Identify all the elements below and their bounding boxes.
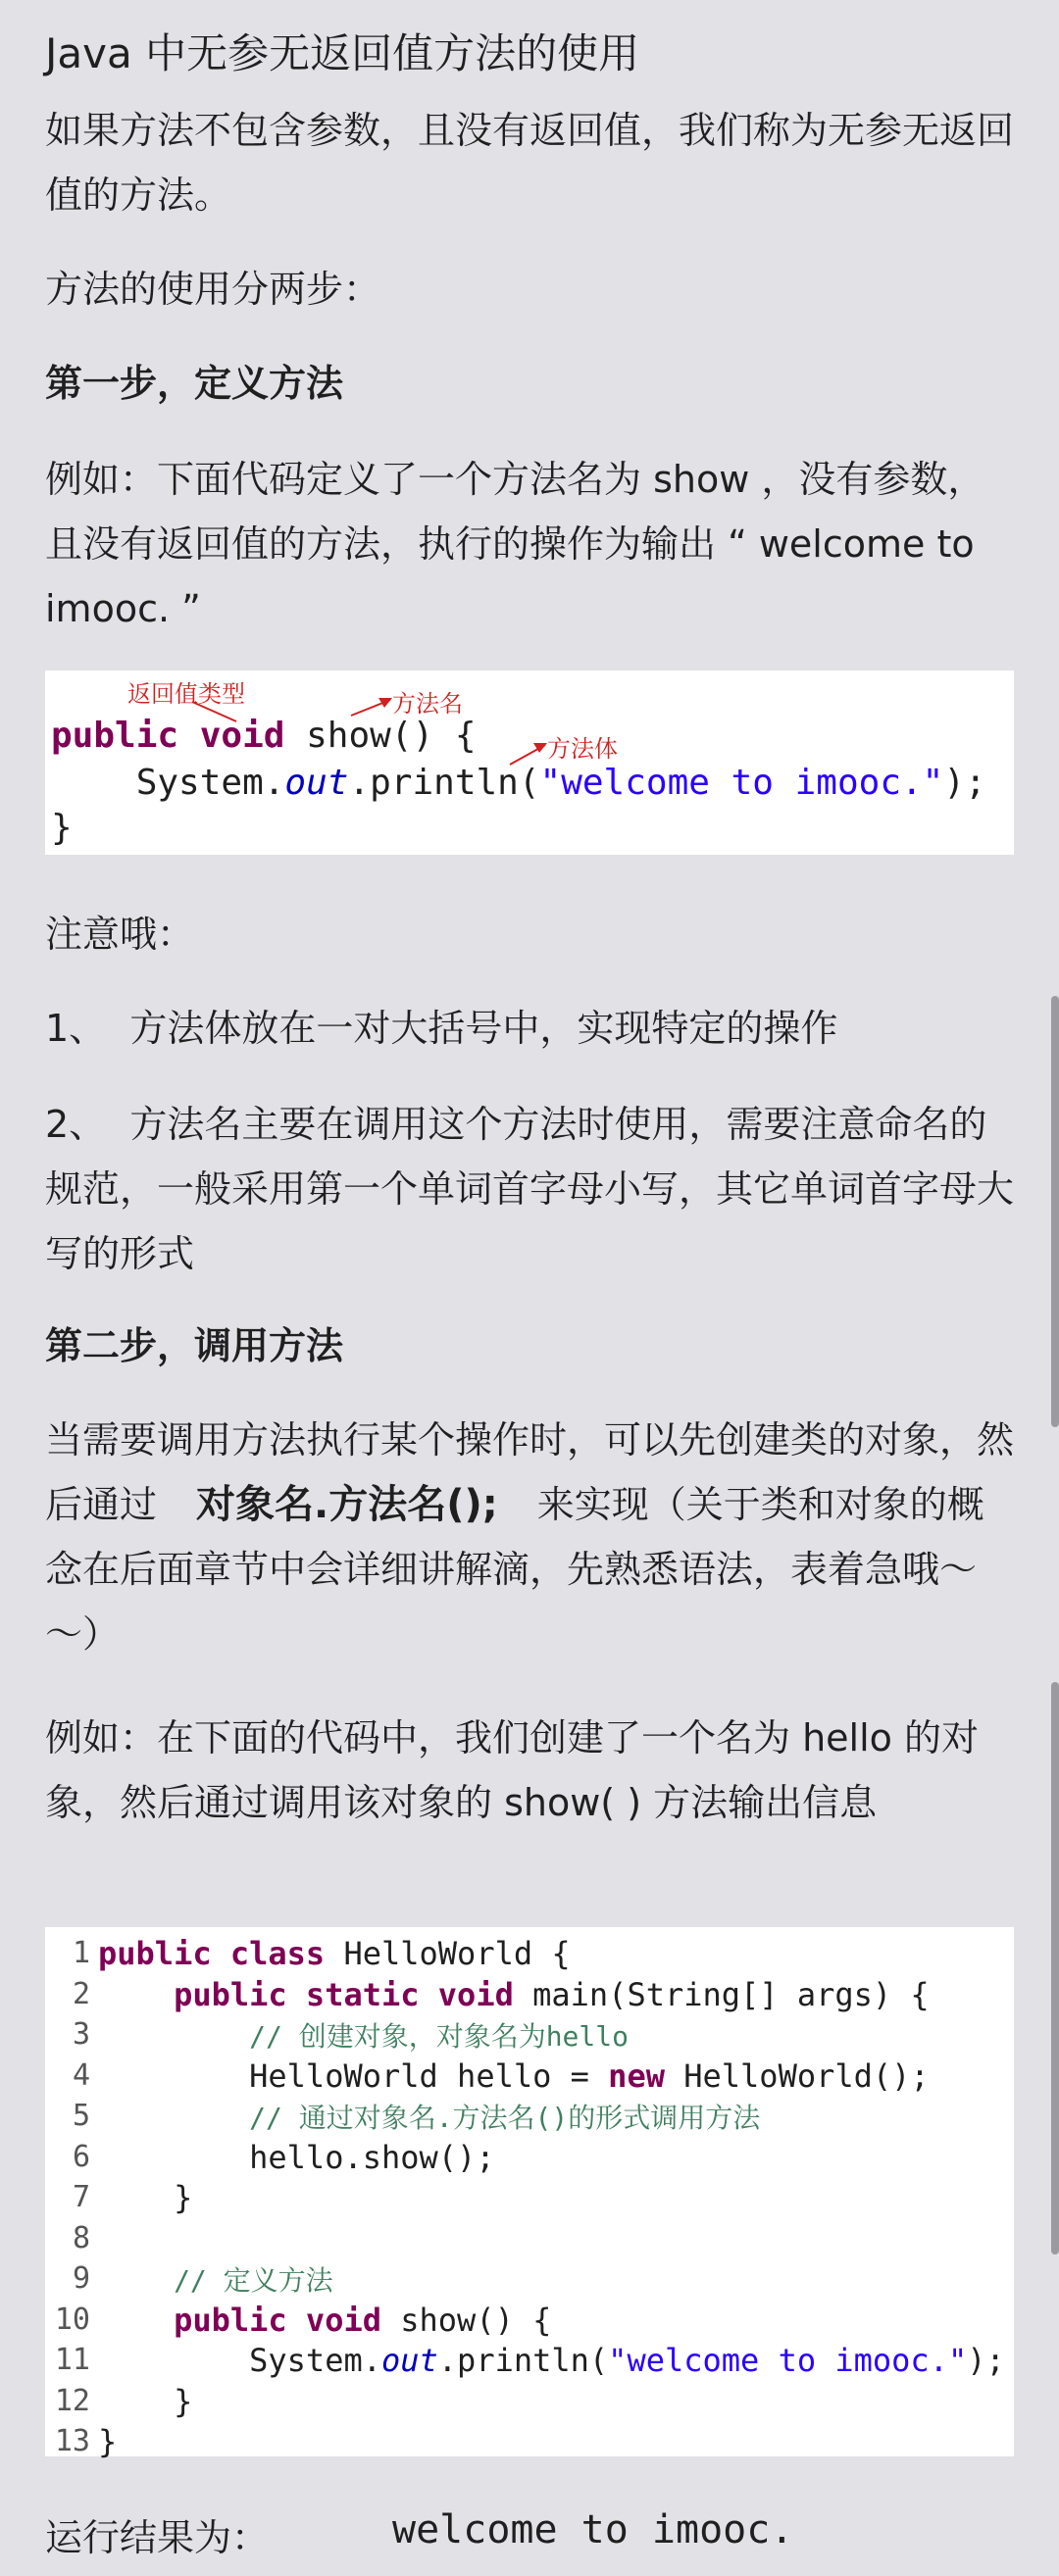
line-number: 4 <box>72 2057 90 2093</box>
line-number: 2 <box>72 1976 90 2011</box>
code-token: // 定义方法 <box>174 2264 333 2297</box>
line-number: 13 <box>54 2424 90 2458</box>
code-text <box>98 2300 551 2341</box>
code-text <box>98 1974 930 2015</box>
code-token: HelloWorld { <box>325 1935 571 1972</box>
code-token: "welcome to imooc." <box>608 2342 968 2379</box>
step2-example: 例如：在下面的代码中，我们创建了一个名为 hello 的对象，然后通过调用该对象的 show( ) 方法输出信息 <box>45 1716 979 1824</box>
code-token: } <box>98 2382 193 2420</box>
code-token: public static void <box>174 1975 514 2013</box>
code-token: new <box>608 2056 665 2095</box>
code-token: show() { <box>380 2301 552 2339</box>
code1-line-2: System.out.println("welcome to imooc."); <box>51 763 986 803</box>
step2-heading: 第二步，调用方法 <box>45 1324 344 1367</box>
code1-line-1: public void show() { <box>51 716 477 756</box>
steps-intro: 方法的使用分两步： <box>45 268 381 311</box>
intro-paragraph: 如果方法不包含参数，且没有返回值，我们称为无参无返回值的方法。 <box>45 109 1015 217</box>
code-line <box>45 2381 1014 2422</box>
step2-description: 当需要调用方法执行某个操作时，可以先创建类的对象，然后通过 对象名.方法名(); 来实现（关于类和对象的概念在后面章节中会详细讲解滴，先熟悉语法，表着急哦～～） <box>45 1418 1015 1656</box>
page-title: Java 中无参无返回值方法的使用 <box>45 29 640 77</box>
code-text <box>98 2014 629 2057</box>
line-number: 3 <box>72 2017 90 2052</box>
code-token <box>98 2302 174 2339</box>
line-number: 9 <box>72 2261 90 2296</box>
code-token: } <box>98 2179 193 2216</box>
code-token <box>98 1976 174 2013</box>
code-line <box>45 2137 1014 2178</box>
code-line <box>45 2421 1014 2462</box>
result-value: welcome to imooc. <box>392 2507 794 2552</box>
code-text <box>98 2137 495 2178</box>
code-token: .println( <box>437 2342 609 2379</box>
code-text <box>98 2096 760 2139</box>
syntax-highlight: 对象名.方法名(); <box>196 1482 498 1527</box>
line-number: 8 <box>72 2220 90 2255</box>
code-token <box>98 2098 249 2135</box>
code-token: public class <box>98 1935 326 1972</box>
code-token: public void <box>174 2301 381 2339</box>
line-number: 5 <box>72 2099 90 2133</box>
note-item-1: 1、 方法体放在一对大括号中，实现特定的操作 <box>45 1007 838 1050</box>
code-text <box>98 2258 333 2302</box>
code1-line-3: } <box>51 808 73 848</box>
scrollbar-thumb-upper[interactable] <box>1051 996 1059 1427</box>
code-text <box>98 1933 571 1974</box>
code-token: ); <box>967 2342 1005 2379</box>
scrollbar-thumb-lower[interactable] <box>1051 1682 1059 2254</box>
annotation-method-name: 方法名 <box>392 690 463 718</box>
code-text <box>98 2381 192 2422</box>
code-line <box>45 2300 1014 2341</box>
code-token: // 创建对象，对象名为hello <box>249 2020 629 2053</box>
code-token: // 通过对象名.方法名()的形式调用方法 <box>249 2102 761 2134</box>
line-number: 7 <box>72 2180 90 2214</box>
step1-heading: 第一步，定义方法 <box>45 362 344 405</box>
line-number: 1 <box>72 1936 90 1970</box>
code-token <box>98 2260 174 2298</box>
code-text <box>98 2177 192 2218</box>
code-text <box>98 2056 930 2097</box>
note-item-2: 2、 方法名主要在调用这个方法时使用，需要注意命名的规范，一般采用第一个单词首字母小写，其它单词首字母大写的形式 <box>45 1103 1015 1275</box>
code-token: HelloWorld(); <box>664 2056 930 2095</box>
code-line <box>45 2177 1014 2218</box>
annotation-method-body: 方法体 <box>547 735 618 763</box>
code-line <box>45 1933 1014 1974</box>
result-label: 运行结果为： <box>45 2516 270 2559</box>
code-line <box>45 2096 1014 2137</box>
code-line <box>45 2014 1014 2056</box>
code-token: } <box>98 2423 118 2460</box>
line-number: 10 <box>54 2302 90 2337</box>
line-number: 6 <box>72 2139 90 2174</box>
code-line <box>45 2218 1014 2259</box>
code-line <box>45 2056 1014 2097</box>
code-token <box>98 2016 249 2054</box>
code-token: main(String[] args) { <box>513 1975 930 2013</box>
code-text <box>98 2340 1005 2381</box>
code-token: out <box>380 2342 438 2379</box>
line-number: 11 <box>54 2343 90 2377</box>
code-line <box>45 1974 1014 2015</box>
line-number: 12 <box>54 2383 90 2418</box>
code-token: hello.show(); <box>98 2138 495 2176</box>
annotation-return-type: 返回值类型 <box>127 680 245 708</box>
code-block-hello-world <box>45 1927 1014 2460</box>
code-text <box>98 2421 117 2462</box>
notes-heading: 注意哦： <box>45 913 195 956</box>
step1-description: 例如：下面代码定义了一个方法名为 show ，没有参数，且没有返回值的方法，执行的操作为输出 “ welcome to imooc. ” <box>45 458 986 630</box>
code-block-define-method <box>45 670 1014 855</box>
code-line <box>45 2258 1014 2300</box>
code-token: HelloWorld hello = <box>98 2056 609 2095</box>
code-line <box>45 2340 1014 2381</box>
code-token: System. <box>98 2342 381 2379</box>
